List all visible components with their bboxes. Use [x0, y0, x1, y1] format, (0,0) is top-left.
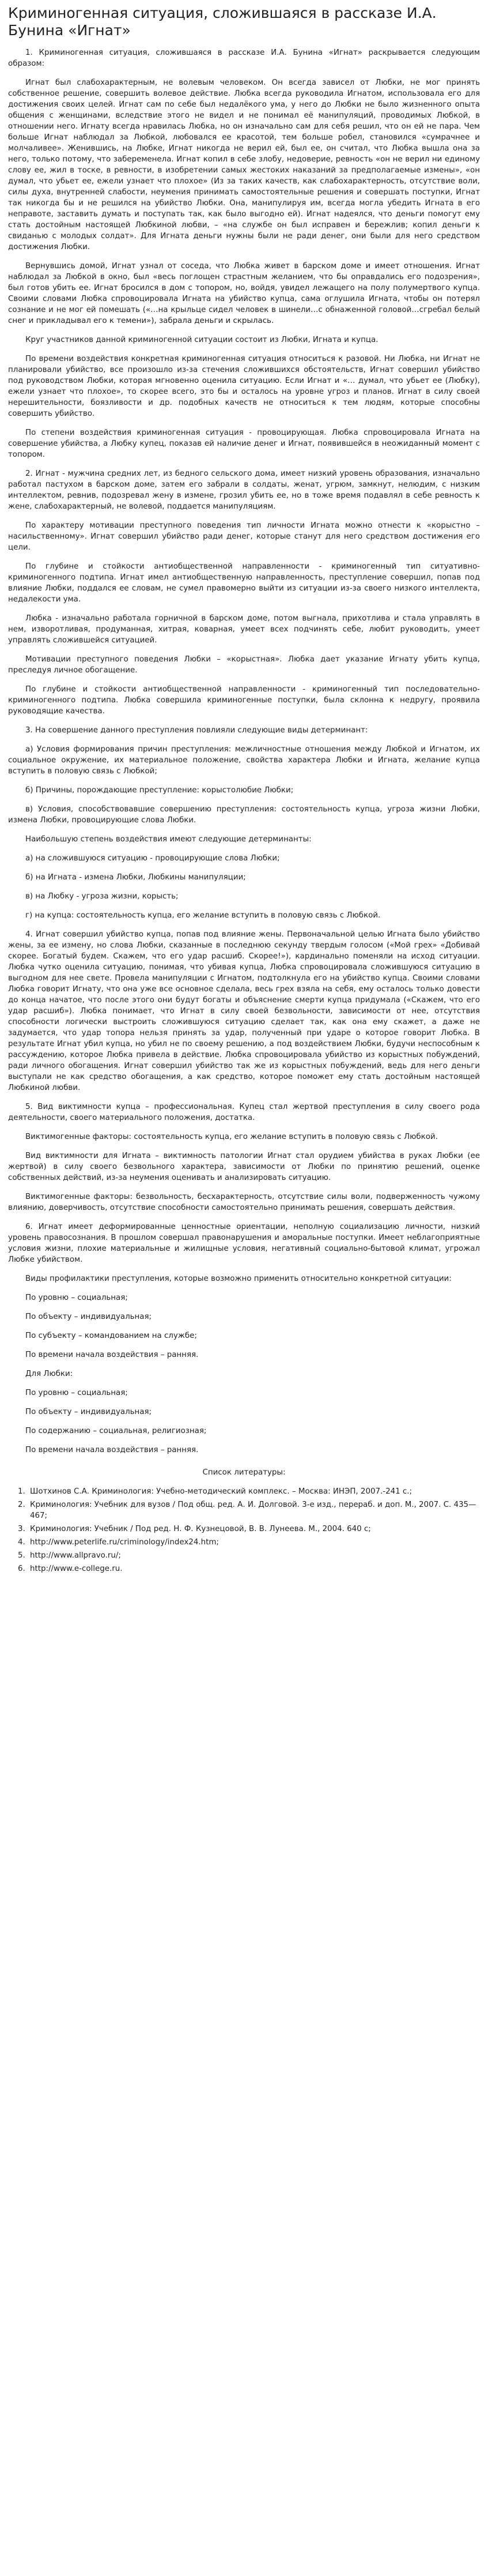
paragraph: По субъекту – командованием на службе;: [25, 1332, 197, 1340]
paragraph: 6. Игнат имеет деформированные ценностные ориентации, неполную социализацию личности, низкий уровень правосознания. В прошлом совершал правонарушения и аморальные поступки. Имеет неблагоприятные условия жизни, плохие материальные и жилищные условия, негативный социально-бытовой климат, угрожал Любке убийством.: [8, 1223, 480, 1264]
paragraph: Круг участников данной криминогенной ситуации состоит из Любки, Игната и купца.: [25, 336, 379, 344]
references-heading: Список литературы:: [202, 1468, 286, 1477]
reference-link[interactable]: 6. http://www.e-college.ru.: [28, 1563, 480, 1574]
paragraph: По уровню – социальная;: [25, 1293, 128, 1302]
paragraph: По времени воздействия конкретная криминогенная ситуация относиться к разовой. Ни Любка, ни Игнат не планировали убийство, все произошло из-за стечения сложившихся обстоятельств, Игнат совершил убийство под руководством Любки, которая мгновенно оценила ситуацию. Если Игнат и «… думал, что убьет ее (Любку), ежели узнает что плохое», то скорее всего, это бы и осталось на уровне угроз и планов. Игнат в силу своей нерешительности, боязливости и др. подобных качеств не относиться к тем людям, которые способны совершить убийство.: [8, 355, 480, 418]
reference-link[interactable]: 5. http://www.allpravo.ru/;: [28, 1550, 480, 1561]
reference-item: 2. Криминология: Учебник для вузов / Под общ. ред. А. И. Долговой. 3-е изд., перераб. и доп. М., 2007. С. 435—467;: [28, 1499, 480, 1521]
paragraph: По времени начала воздействия – ранняя.: [25, 1351, 199, 1359]
paragraph: По уровню – социальная;: [25, 1389, 128, 1397]
paragraph: По глубине и стойкости антиобщественной направленности - криминогенный тип ситуативно-криминогенного подтипа. Игнат имел антиобщественную направленность, преступление совершил, попав под влияние Любки, поддался ее словам, не сумел правомерно выйти из ситуации из-за своего низкого интеллекта, недалекости ума.: [8, 562, 480, 604]
paragraph: По времени начала воздействия – ранняя.: [25, 1446, 199, 1454]
page-title: Криминогенная ситуация, сложившаяся в рассказе И.А. Бунина «Игнат»: [8, 5, 437, 39]
paragraph: а) Условия формирования причин преступления: межличностные отношения между Любкой и Игнатом, их социальное окружение, их материальное положение, свойства характера Любки и Игната, желание купца вступить в половую связь с Любкой;: [8, 745, 480, 776]
paragraph: По степени воздействия криминогенная ситуация - провоцирующая. Любка спровоцировала Игната на совершение убийства, а Любку купец, показав ей наличие денег и Игнат, появившейся в неожиданный момент с топором.: [8, 428, 480, 459]
paragraph: Игнат был слабохарактерным, не волевым человеком. Он всегда зависел от Любки, не мог принять собственное решение, совершить волевое действие. Любка всегда руководила Игнатом, использовала его для достижения своих целей. Игнат сам по себе был недалёкого ума, у него до Любки не было жизненного опыта общения с женщинами, вследствие этого не видел и не понимал её манипуляций, проводимых Любкой, в отношении него. Игнату всегда нравилась Любка, но он изначально сам для себя решил, что он ей не пара. Чем больше Игнат наблюдал за Любкой, любовался ее красотой, тем больше робел, становился «сумрачнее и молчаливее». Женившись, на Любке, Игнат никогда не верил ей, был ее, он считал, что Любка вышла она за него, только потому, что забеременела. Игнат копил в себе злобу, недоверие, ревность «он не верил ни единому слову ее, жил в тоске, в ревности, в изобретении самых жестоких наказаний за предполагаемые измены», «он думал, что убьет ее, ежели узнает что плохое» (Из за таких качеств, как слабохарактерность, отсутствие воли, силы духа, внутренней слабости, неумения принимать самостоятельные решения и совершать поступки, Игнат так никогда бы и не решился на убийство Любки. Она, манипулируя им, всегда могла убедить Игната в его неправоте, заставить думать и поступать так, как было выгодно ей). Игнат надеялся, что деньги помогут ему стать достойным настоящей Любкиной любви, – «на службе он был исправен и бережлив; копил деньги к свиданью с молодых солдат». Для Игната деньги нужны были не ради денег, они были для него средством достижения Любки.: [8, 78, 480, 251]
paragraph: Виктимогенные факторы: состоятельность купца, его желание вступить в половую связь с Любкой.: [25, 1133, 438, 1141]
paragraph: 3. На совершение данного преступления повлияли следующие виды детерминант:: [25, 726, 368, 735]
paragraph: По содержанию – социальная, религиозная;: [25, 1427, 207, 1435]
paragraph: 5. Вид виктимности купца – профессиональная. Купец стал жертвой преступления в силу своего рода деятельности, своего материального положения, достатка.: [8, 1103, 480, 1122]
article-body: [8, 47, 480, 1478]
paragraph: По характеру мотивации преступного поведения тип личности Игната можно отнести к «корыстно – насильственному». Игнат совершил убийство ради денег, которые станут для него средством достижения его цели.: [8, 521, 480, 552]
references-list: [8, 1486, 480, 1574]
paragraph: б) Причины, порождающие преступление: корыстолюбие Любки;: [25, 786, 294, 795]
paragraph: 2. Игнат - мужчина средних лет, из бедного сельского дома, имеет низкий уровень образования, изначально работал пастухом в барском доме, затем его забрали в солдаты, женат, угрюм, замкнут, нелюдим, с низким интеллектом, ревнив, подозревал жену в измене, грозил убить ее, но в тоже время подавлял в себе ревность к жене, слабохарактерный, не волевой, поддается манипуляциям.: [8, 469, 480, 511]
paragraph: Мотивации преступного поведения Любки – «корыстная». Любка дает указание Игнату убить купца, преследуя личное обогащение.: [8, 655, 480, 675]
paragraph: 4. Игнат совершил убийство купца, попав под влияние жены. Первоначальной целью Игната было убийство жены, за ее измену, но слова Любки, сказанные в последнюю секунду твердым голосом («Мой грех» «Добивай скорее. Богатый будем. Скажем, что его удар расшиб. Скорее!»), кардинально поменяли на исход ситуации. Любка чутко оценила ситуацию, понимая, что убивая купца, Любка спровоцировала сложившуюся ситуацию в выгодном для нее свете. Провела манипуляции с Игнатом, подтолкнула его на убийство купца. Своими словами Любка говорит Игнату, что она уже все основное сделала, весь грех взяла на себя, ему осталось только довести до конца начатое, что после этого они будут богаты и объяснение смерти купца придумала («Скажем, что его удар расшиб»). Любка понимает, что Игнат в силу своей безвольности, зависимости от нее, отсутствия способности логически выстроить сложившуюся ситуацию сделает так, как она ему скажет, а даже не задумается, что удар топора нельзя принять за удар, полученный при ударе о которое говорит Любка. В результате Игнат убил купца, но убил не по своему решению, а под воздействием Любки, будучи неспособным к рассуждению, которое Любка привела в действие. Любка спровоцировала убийство из корыстных побуждений, ради личного обогащения. Игнат совершил убийство так же из корыстных побуждений, ведь для него деньги выступали не как средство обогащения, а как средство, которое поможет ему стать достойным настоящей Любкиной любви.: [8, 930, 480, 1092]
paragraph: Вид виктимности для Игната – виктимность патологии Игнат стал орудием убийства в руках Любки (ее жертвой) в силу своего безвольного характера, зависимости от Любки по принятию решений, оценке собственных действий, из-за неумения оценивать и анализировать ситуацию.: [8, 1152, 480, 1182]
paragraph: Наибольшую степень воздействия имеют следующие детерминанты:: [25, 835, 312, 844]
paragraph: в) Условия, способствовавшие совершению преступления: состоятельность купца, угроза жизни Любки, измена Любки, провоцирующие слова Любки.: [8, 805, 480, 825]
reference-link[interactable]: 4. http://www.peterlife.ru/criminology/index24.htm;: [28, 1537, 480, 1548]
paragraph: Виктимогенные факторы: безвольность, бесхарактерность, отсутствие силы воли, подверженность чужому влиянию, доверчивость, отсутствие способности самостоятельно принимать решения, совершать действия.: [8, 1193, 480, 1212]
paragraph: б) на Игната - измена Любки, Любкины манипуляции;: [25, 873, 246, 882]
paragraph: Виды профилактики преступления, которые возможно применить относительно конкретной ситуации:: [25, 1274, 452, 1283]
paragraph: Вернувшись домой, Игнат узнал от соседа, что Любка живет в барском доме и имеет отношения. Игнат наблюдал за Любкой в окно, был «весь поглощен страстным желанием, что бы оправдались его подозрения», был готов убить ее. Игнат бросился в дом с топором, но, войдя, увидел лежащего на полу полумертвого купца. Своими словами Любка спровоцировала Игната на убийство купца, сама оглушила Игната, чтобы он потерял сознание и не мог ей помешать («…на крыльце сидел человек в шинели…с обнаженной головой…сгребал белый снег и прикладывал его к темени»), забрала деньги и скрылась.: [8, 262, 480, 325]
paragraph: в) на Любку - угроза жизни, корысть;: [25, 892, 179, 901]
reference-item: 3. Криминология: Учебник / Под ред. Н. Ф. Кузнецовой, В. В. Лунеева. М., 2004. 640 с;: [28, 1524, 480, 1535]
reference-item: 1. Шотхинов С.А. Криминология: Учебно-методический комплекс. – Москва: ИНЭП, 2007.-241 с.;: [28, 1486, 480, 1497]
paragraph: г) на купца: состоятельность купца, его желание вступить в половую связь с Любкой.: [25, 911, 381, 920]
paragraph: По объекту – индивидуальная;: [25, 1313, 152, 1321]
paragraph: Для Любки:: [25, 1370, 73, 1378]
paragraph: По объекту – индивидуальная;: [25, 1408, 152, 1416]
paragraph: Любка - изначально работала горничной в барском доме, потом выгнала, прихотлива и стала управлять в нем, изворотливая, продуманная, хитрая, коварная, умеет всех подчинять себе, любит руководить, умеет управлять сложившейся ситуацией.: [8, 614, 480, 645]
paragraph: По глубине и стойкости антиобщественной направленности - криминогенный тип последовательно-криминогенного подтипа. Любка совершила криминогенные поступки, была склонна к недругу, проявила руководящие качества.: [8, 685, 480, 716]
paragraph: 1. Криминогенная ситуация, сложившаяся в рассказе И.А. Бунина «Игнат» раскрывается следующим образом:: [8, 48, 480, 68]
paragraph: а) на сложившуюся ситуацию - провоцирующие слова Любки;: [25, 854, 280, 863]
